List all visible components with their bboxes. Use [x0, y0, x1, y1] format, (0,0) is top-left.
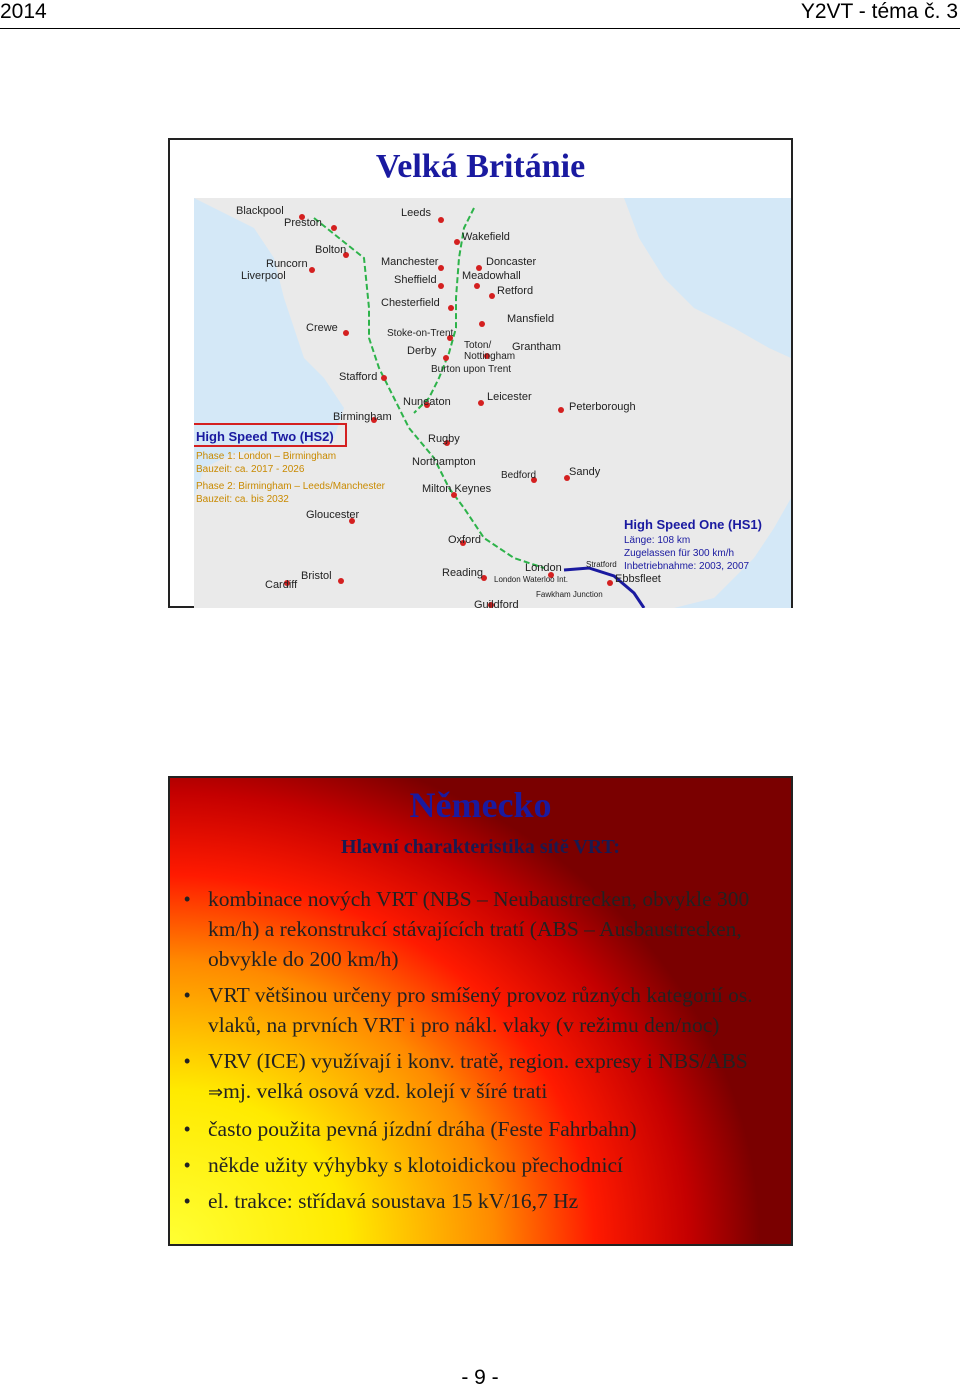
page-number: - 9 -	[461, 1366, 499, 1389]
city-label: Stratford	[586, 560, 617, 569]
city-label: Ebbsfleet	[615, 573, 661, 585]
slide-great-britain	[168, 138, 793, 608]
bullet-dot: •	[184, 1119, 191, 1139]
bullet-text: kombinace nových VRT (NBS – Neubaustrecken, obvykle 300 km/h) a rekonstrukcí stávajících tratí (ABS – Ausbaustrecken, obvykle do 200 km/h)	[208, 887, 750, 971]
city-label: Bolton	[315, 244, 347, 256]
city-label: Fawkham Junction	[536, 590, 603, 599]
header-divider	[0, 28, 960, 29]
hs1-legend-title: High Speed One (HS1)	[624, 517, 762, 532]
bullet-text-tail: mj. velká osová vzd. kolejí v šíré trati	[223, 1079, 548, 1103]
city-label: Birmingham	[333, 411, 392, 423]
city-label: Leeds	[401, 207, 431, 219]
bullet-item	[182, 980, 782, 1040]
city-label: Blackpool	[236, 205, 284, 217]
header-year: 2014	[0, 0, 47, 23]
city-label: Burton upon Trent	[431, 364, 512, 375]
uk-rail-map	[194, 198, 791, 608]
city-label: Doncaster	[486, 256, 537, 268]
city-label: Manchester	[381, 256, 439, 268]
city-label: Retford	[497, 285, 534, 297]
city-label: Sandy	[569, 466, 601, 478]
bullet-item	[182, 884, 782, 974]
city-label: Mansfield	[507, 313, 555, 325]
city-label: Preston	[284, 217, 322, 229]
implies-arrow-icon: ⇒	[208, 1082, 224, 1103]
bullet-text: někde užity výhybky s klotoidickou přechodnicí	[208, 1153, 623, 1177]
city-label: Nottingham	[464, 351, 516, 362]
city-label: Bristol	[301, 570, 332, 582]
bullet-text: VRV (ICE) využívají i konv. tratě, region. expresy i NBS/ABS	[208, 1049, 748, 1073]
hs2-legend-title: High Speed Two (HS2)	[196, 429, 334, 444]
bullet-text: el. trakce: střídavá soustava 15 kV/16,7 Hz	[208, 1189, 579, 1213]
city-label: Stafford	[339, 371, 378, 383]
city-label: London	[525, 562, 562, 574]
city-label: Crewe	[306, 322, 338, 334]
city-label: Wakefield	[462, 231, 510, 243]
bullet-item	[182, 1150, 782, 1180]
city-label: Grantham	[512, 341, 561, 353]
city-label: Guildford	[474, 599, 519, 608]
city-label: Bedford	[501, 470, 537, 481]
city-label: Leicester	[487, 391, 532, 403]
city-label: Peterborough	[569, 401, 636, 413]
bullet-dot: •	[184, 889, 191, 909]
city-label: Sheffield	[394, 274, 437, 286]
bullet-dot: •	[184, 985, 191, 1005]
bullet-text: často použita pevná jízdní dráha (Feste Fahrbahn)	[208, 1117, 637, 1141]
slide-title: Velká Británie	[375, 148, 586, 185]
city-label: Northampton	[412, 456, 476, 468]
city-label: Nuneaton	[403, 396, 451, 408]
hs1-legend-line: Zugelassen für 300 km/h	[624, 548, 735, 559]
city-label: Toton/	[464, 340, 492, 351]
city-label: Derby	[407, 345, 437, 357]
hs2-legend-line: Bauzeit: ca. bis 2032	[196, 494, 289, 505]
bullet-dot: •	[184, 1155, 191, 1175]
hs2-legend-line: Phase 1: London – Birmingham	[196, 451, 337, 462]
city-label: Oxford	[448, 534, 482, 546]
hs2-legend-line: Bauzeit: ca. 2017 - 2026	[196, 464, 305, 475]
bullet-text: VRT většinou určeny pro smíšený provoz různých kategorií os. vlaků, na prvních VRT i pro nákl. vlaky (v režimu den/noc)	[208, 983, 753, 1037]
city-label: Meadowhall	[462, 270, 521, 282]
city-label: Chesterfield	[381, 297, 440, 309]
city-label: Liverpool	[241, 270, 286, 282]
bullet-item	[182, 1114, 782, 1144]
city-label: London Waterloo Int.	[494, 575, 568, 584]
hs2-legend-line: Phase 2: Birmingham – Leeds/Manchester	[196, 481, 385, 492]
slide-subtitle: Hlavní charakteristika sítě VRT:	[340, 836, 621, 858]
bullet-list	[182, 884, 782, 1222]
hs1-legend-line: Länge: 108 km	[624, 535, 691, 546]
header-topic: Y2VT - téma č. 3	[800, 0, 958, 23]
city-label: Cardiff	[265, 579, 298, 591]
city-label: Runcorn	[266, 258, 308, 270]
slide-title: Německo	[409, 785, 552, 825]
city-label: Stoke-on-Trent	[387, 328, 454, 339]
bullet-dot: •	[184, 1191, 191, 1211]
city-label: Rugby	[428, 433, 460, 445]
bullet-item	[182, 1046, 782, 1108]
city-label: Gloucester	[306, 509, 360, 521]
hs1-legend-line: Inbetriebnahme: 2003, 2007	[624, 561, 750, 572]
city-label: Milton Keynes	[422, 483, 492, 495]
bullet-item	[182, 1186, 782, 1216]
slide-germany	[168, 776, 793, 1246]
bullet-dot: •	[184, 1051, 191, 1071]
city-label: Reading	[442, 567, 483, 579]
